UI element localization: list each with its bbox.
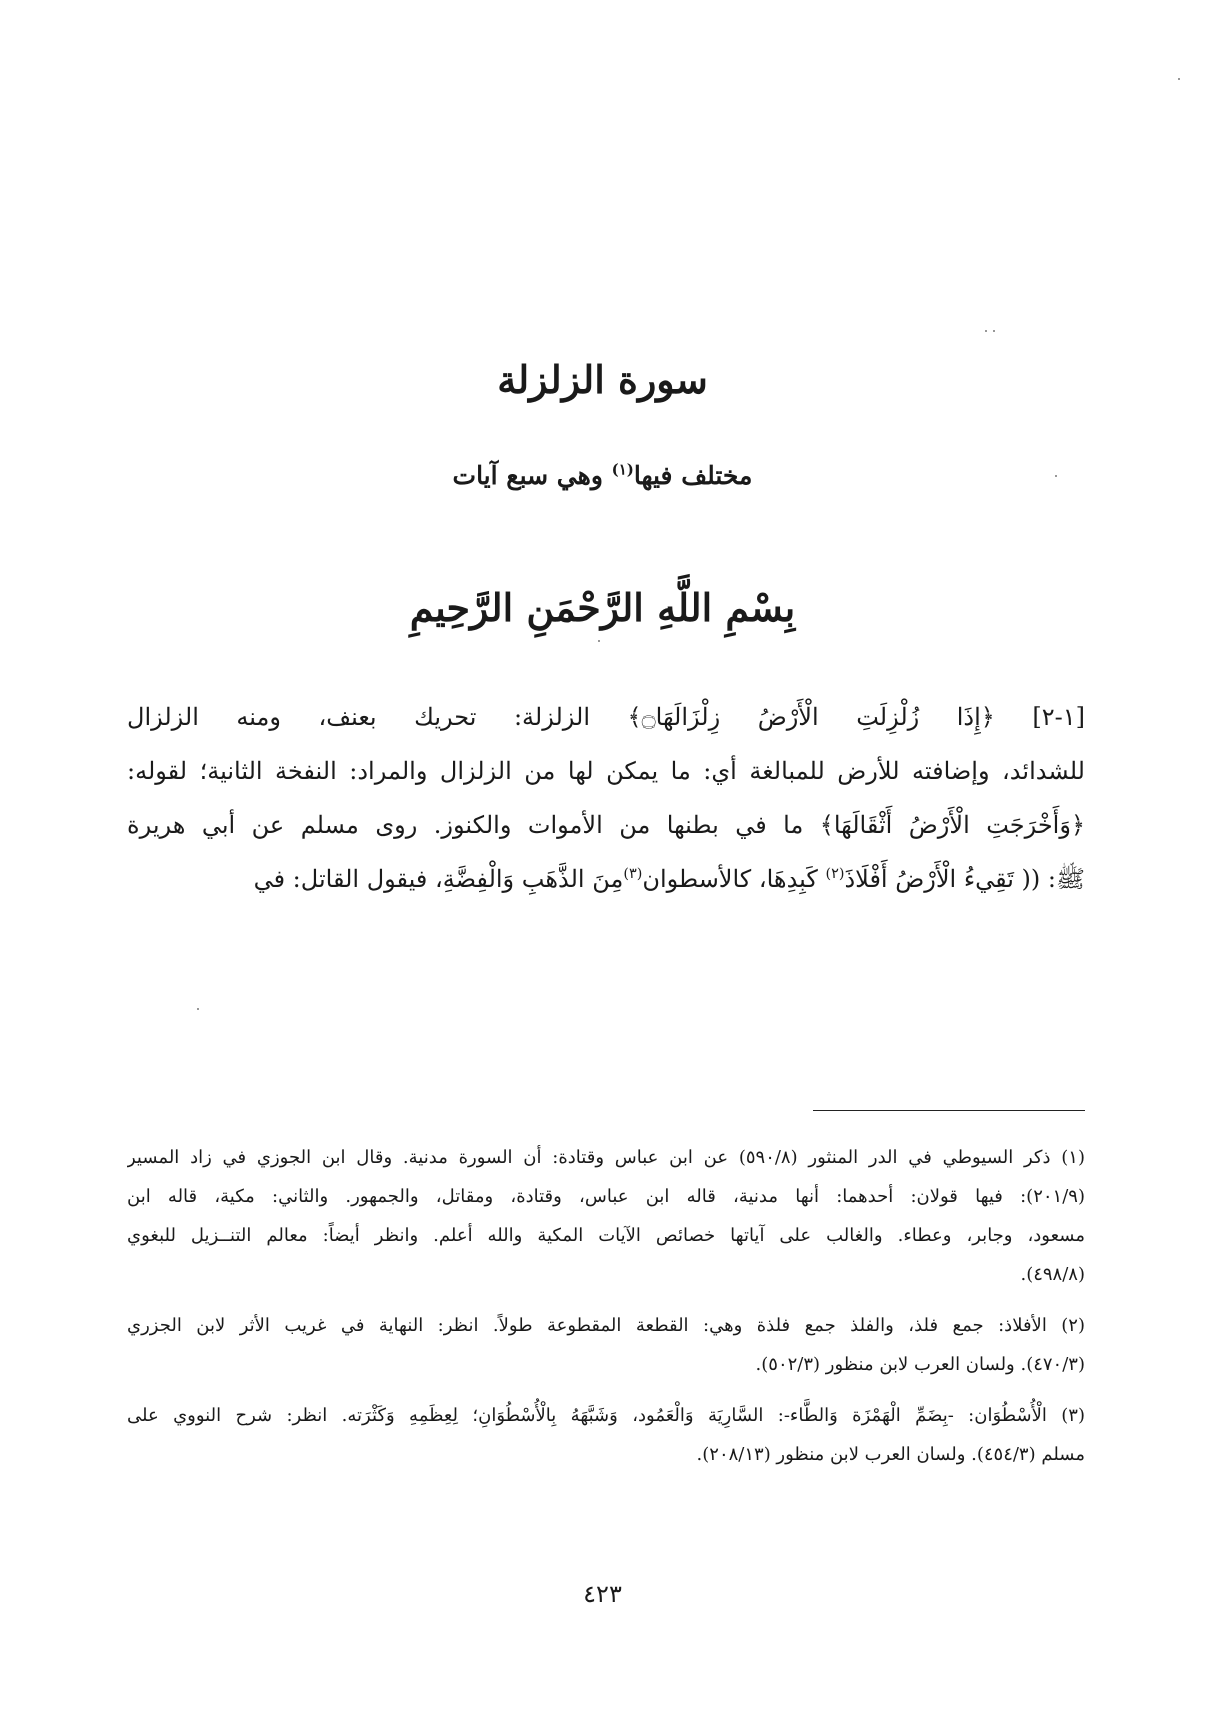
footnote-1 (127, 1138, 1085, 1294)
footnotes (127, 1138, 1085, 1486)
body-line: للشدائد، وإضافته للأرض للمبالغة أي: ما يمكن لها من الزلزال والمراد: النفخة الثانية؛ لقوله: (127, 757, 1085, 785)
scan-speck (993, 330, 995, 332)
surah-subtitle (0, 458, 1205, 494)
subtitle-rest: وهي سبع آيات (452, 461, 612, 490)
footnote-line: (٢) الأفلاذ: جمع فلذ، والفلذ جمع فلذة وهي: القطعة المقطوعة طولاً. انظر: النهاية في غريب الأثر لابن الجزري (127, 1315, 1085, 1336)
footnote-ref-3: (٣) (623, 866, 643, 882)
body-text-segment: مِنَ الذَّهَبِ وَالْفِضَّةِ، فيقول القاتل: في (253, 865, 624, 893)
surah-title: سورة الزلزلة (497, 357, 708, 402)
footnote-line: مسعود، وجابر، وعطاء. والغالب على آياتها خصائص الآيات المكية والله أعلم. وانظر أيضاً: معالم التنــزيل للبغوي (127, 1225, 1085, 1246)
footnote-line: (٣) الْأُسْطُوَان: -بِضَمِّ الْهَمْزَة وَالطَّاء-: السَّارِيَة وَالْعَمُود، وَشَبَّهَهُ بِالْأُسْطُوَانِ؛ لِعِظَمِهِ وَكَثْرَته. انظر: شرح النووي على (127, 1405, 1085, 1426)
footnote-line: (١) ذكر السيوطي في الدر المنثور (٥٩٠/٨) عن ابن عباس وقتادة: أن السورة مدنية. وقال ابن الجوزي في زاد المسير (127, 1147, 1085, 1168)
footnote-line: (٢٠١/٩): فيها قولان: أحدهما: أنها مدنية، قاله ابن عباس، وقتادة، ومقاتل، والجمهور. والثاني: مكية، قاله ابن (127, 1186, 1085, 1207)
footnote-line: (٤٧٠/٣). ولسان العرب لابن منظور (٥٠٢/٣). (755, 1354, 1085, 1375)
footnote-2 (127, 1306, 1085, 1384)
body-line (127, 852, 1085, 906)
subtitle-text: مختلف فيها (633, 461, 753, 490)
footnote-divider (813, 1110, 1085, 1111)
scan-speck (985, 330, 987, 332)
footnote-line: (٤٩٨/٨). (1020, 1264, 1085, 1285)
scan-speck (1178, 78, 1180, 80)
scan-speck (598, 640, 600, 642)
body-text-segment: كَبِدِهَا، كالأسطوان (642, 865, 826, 893)
body-line: ﴿وَأَخْرَجَتِ الْأَرْضُ أَثْقَالَهَا﴾ ما في بطنها من الأموات والكنوز. روى مسلم عن أبي هريرة (127, 811, 1085, 839)
body-line: [١-٢] ﴿إِذَا زُلْزِلَتِ الْأَرْضُ زِلْزَالَهَا۝﴾ الزلزلة: تحريك بعنف، ومنه الزلزال (127, 703, 1085, 731)
scan-speck (1055, 475, 1057, 477)
basmala: بِسْمِ اللَّهِ الرَّحْمَنِ الرَّحِيمِ (409, 585, 796, 630)
tafsir-paragraph (127, 690, 1085, 906)
footnote-line: مسلم (٤٥٤/٣). ولسان العرب لابن منظور (٢٠٨/١٣). (696, 1444, 1085, 1465)
body-text-segment: ﷺ: (( تَقِيءُ الْأَرْضُ أَفْلَاذَ (844, 865, 1085, 893)
scan-speck (197, 1008, 199, 1010)
footnote-ref-1: (١) (611, 460, 634, 479)
footnote-ref-2: (٢) (825, 866, 845, 882)
page-number: ٤٢٣ (583, 1580, 622, 1608)
footnote-3 (127, 1396, 1085, 1474)
